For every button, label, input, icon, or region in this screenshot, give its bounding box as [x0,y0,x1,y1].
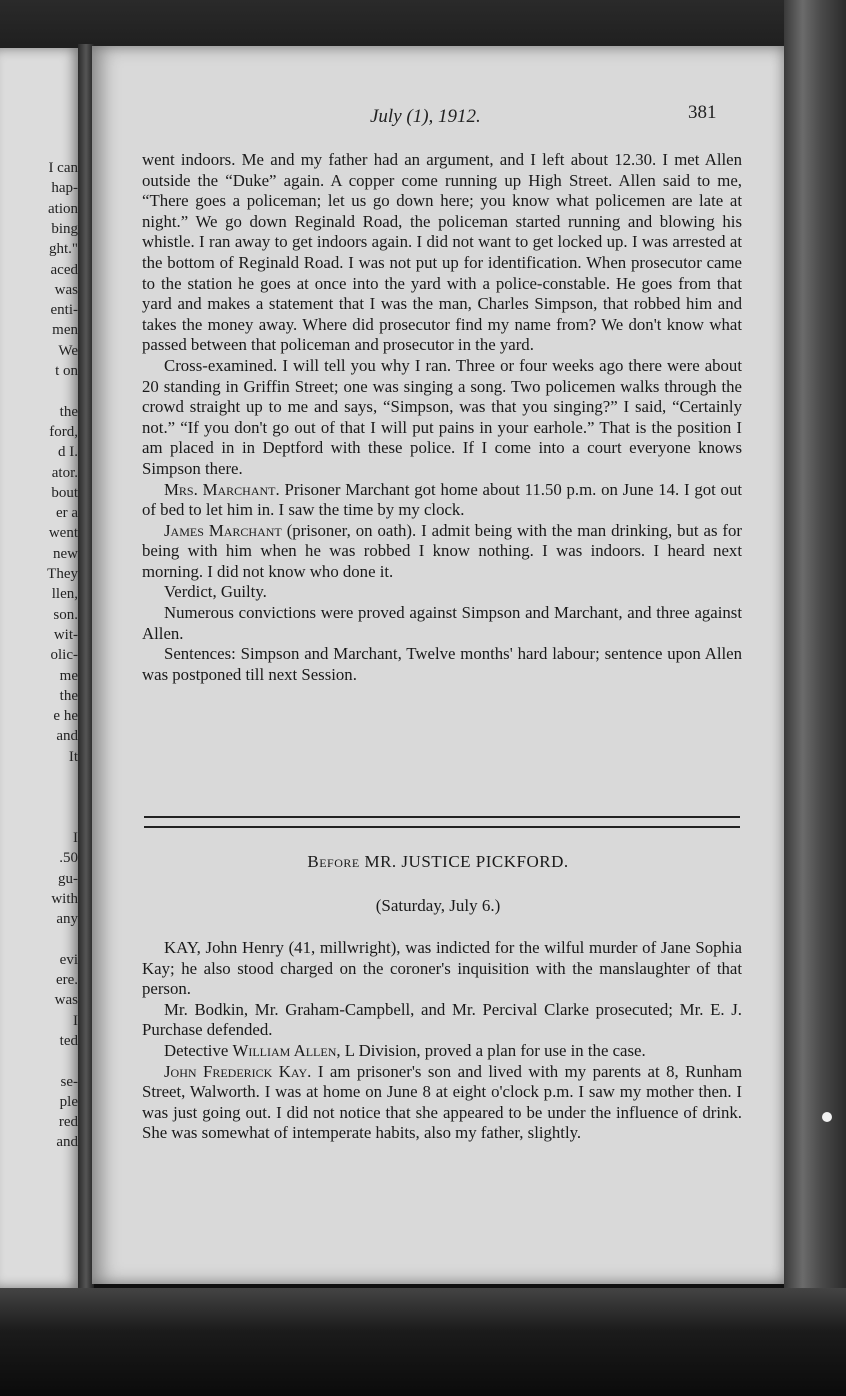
facing-page-fragment: .50 [59,850,78,867]
facing-page-fragment: went [48,525,78,542]
facing-page-edge [0,48,82,1288]
paragraph: went indoors. Me and my father had an argument, and I left about 12.30. I met Allen outside the “Duke” again. A copper come running up High Street. Allen said to me, “There goes a policeman; let us go down here; you know what policemen are late at night.” We go down Reginald Road, the policeman started running and blowing his whistle. I ran away to get indoors again. I did not want to get locked up. I was arrested at the bottom of Reginald Road. I was not put up for identification. When prosecutor came to the station he goes at once into the yard with a police-constable. He goes from that yard and makes a statement that I was the man, Charles Simpson, that robbed him and takes the money away. Where did prosecutor find my name from? We don't know what passed between that policeman and prosecutor in the yard. [142,150,742,355]
facing-page-fragment: llen, [51,586,78,603]
paragraph [142,1062,742,1144]
facing-page-fragment: ted [59,1032,78,1049]
facing-page-fragment: t on [55,363,78,379]
facing-page-fragment: se- [60,1073,78,1090]
speaker-name: William Allen [232,1040,337,1060]
heading-judge: MR. JUSTICE PICKFORD. [359,852,569,871]
scanner-bottom [0,1288,846,1396]
facing-page-fragment: enti- [50,302,78,319]
facing-page-fragment: gu- [58,870,78,887]
facing-page-fragment: I can [48,160,78,176]
facing-page-fragment: the [59,403,78,420]
paragraph: KAY, John Henry (41, millwright), was indicted for the wilful murder of Jane Sophia Kay; he also stood charged on the coroner's inquisition with the manslaughter of that person. [142,938,742,999]
case-text [142,938,742,1144]
facing-page-fragment: son. [53,606,78,623]
speaker-name: John Frederick Kay. [164,1061,312,1081]
testimony-text [142,150,742,685]
paragraph: Verdict, Guilty. [164,582,267,602]
facing-page-fragment: with [51,890,78,907]
speaker-text: I am prisoner's son and lived with my parents at 8, Runham Street, Walworth. I was at home on June 8 at eight o'clock p.m. I saw my mother then. I was just going out. I did not notice that she appeared to be under the influence of drink. She was somewhat of intemperate habits, also my father, slightly. [142,1061,742,1143]
paragraph [142,480,742,521]
facing-page-fragment: ator. [51,464,78,481]
facing-page-fragment: They [47,566,78,582]
paragraph: Sentences: Simpson and Marchant, Twelve months' hard labour; sentence upon Allen was postponed till next Session. [142,644,742,684]
double-rule-divider [144,816,740,828]
facing-page-fragment: was [54,281,78,298]
paragraph: Numerous convictions were proved against Simpson and Marchant, and three against Allen. [142,603,742,643]
facing-page-fragment: bout [51,484,78,501]
running-head: July (1), 1912. [370,106,481,127]
speaker-text: , L Division, proved a plan for use in the case. [336,1040,646,1060]
heading-prefix: Before [307,852,360,871]
facing-page-fragment: me [59,667,78,684]
speaker-name: James Marchant [164,520,282,540]
facing-page-fragment: any [56,911,78,928]
facing-page-fragment: and [56,1134,78,1151]
facing-page-fragment: ple [59,1093,78,1110]
facing-page-fragment: red [58,1114,78,1131]
facing-page-fragment: aced [50,261,78,278]
section-date: (Saturday, July 6.) [375,896,501,915]
speaker-name: Mrs. Marchant. [164,479,280,499]
facing-page-fragment: the [59,687,78,704]
document-page [92,46,784,1284]
speaker-text: (prisoner, on oath). I admit being with the man drinking, but as for being with him when he was robbed I know nothing. I was indoors. I heard next morning. I did not know who done it. [142,520,742,581]
dust-speck [822,1112,832,1122]
facing-page-fragment: and [56,728,78,745]
facing-page-fragment: new [53,545,78,562]
speaker-text: Prisoner Marchant got home about 11.50 p.m. on June 14. I got out of bed to let him in. I saw the time by my clock. [142,479,743,520]
section-heading [92,852,784,872]
facing-page-fragment: It [68,748,78,765]
facing-page-fragment: ght." [48,241,78,258]
facing-page-fragment: men [52,322,78,339]
paragraph: Cross-examined. I will tell you why I ran. Three or four weeks ago there were about 20 standing in Griffin Street; one was singing a song. Two policemen walks through the crowd straight up to me and says, “Simpson, was that you singing?” I said, “Certainly not.” “If you don't go out of that I will put pains in your earhole.” That is the position I am placed in in Deptford with these police. If I come into a court everyone knows Simpson there. [142,355,742,478]
facing-page-fragment: e he [53,708,78,725]
scanner-edge [784,0,846,1396]
facing-page-fragment: ation [48,200,78,217]
facing-page-fragment: I [73,829,78,846]
facing-page-fragment: We [58,342,78,359]
facing-page-fragment: ford, [49,423,78,440]
facing-page-fragment: ere. [55,972,78,988]
facing-page-fragment: hap- [51,180,78,197]
facing-page-fragment: bing [51,220,78,237]
facing-page-fragment: evi [59,951,78,968]
facing-page-fragment: wit- [53,626,78,643]
text-fragment: Detective [164,1040,233,1060]
facing-page-fragment: was [54,992,78,1009]
facing-page-fragment: d I. [58,444,78,461]
page-number: 381 [688,102,717,123]
facing-page-fragment: I [73,1012,78,1029]
paragraph [142,1041,742,1062]
paragraph [142,521,742,583]
paragraph: Mr. Bodkin, Mr. Graham-Campbell, and Mr. Percival Clarke prosecuted; Mr. E. J. Purchase defended. [142,999,742,1040]
facing-page-fragment: olic- [50,647,78,664]
facing-page-fragment: er a [55,505,78,522]
